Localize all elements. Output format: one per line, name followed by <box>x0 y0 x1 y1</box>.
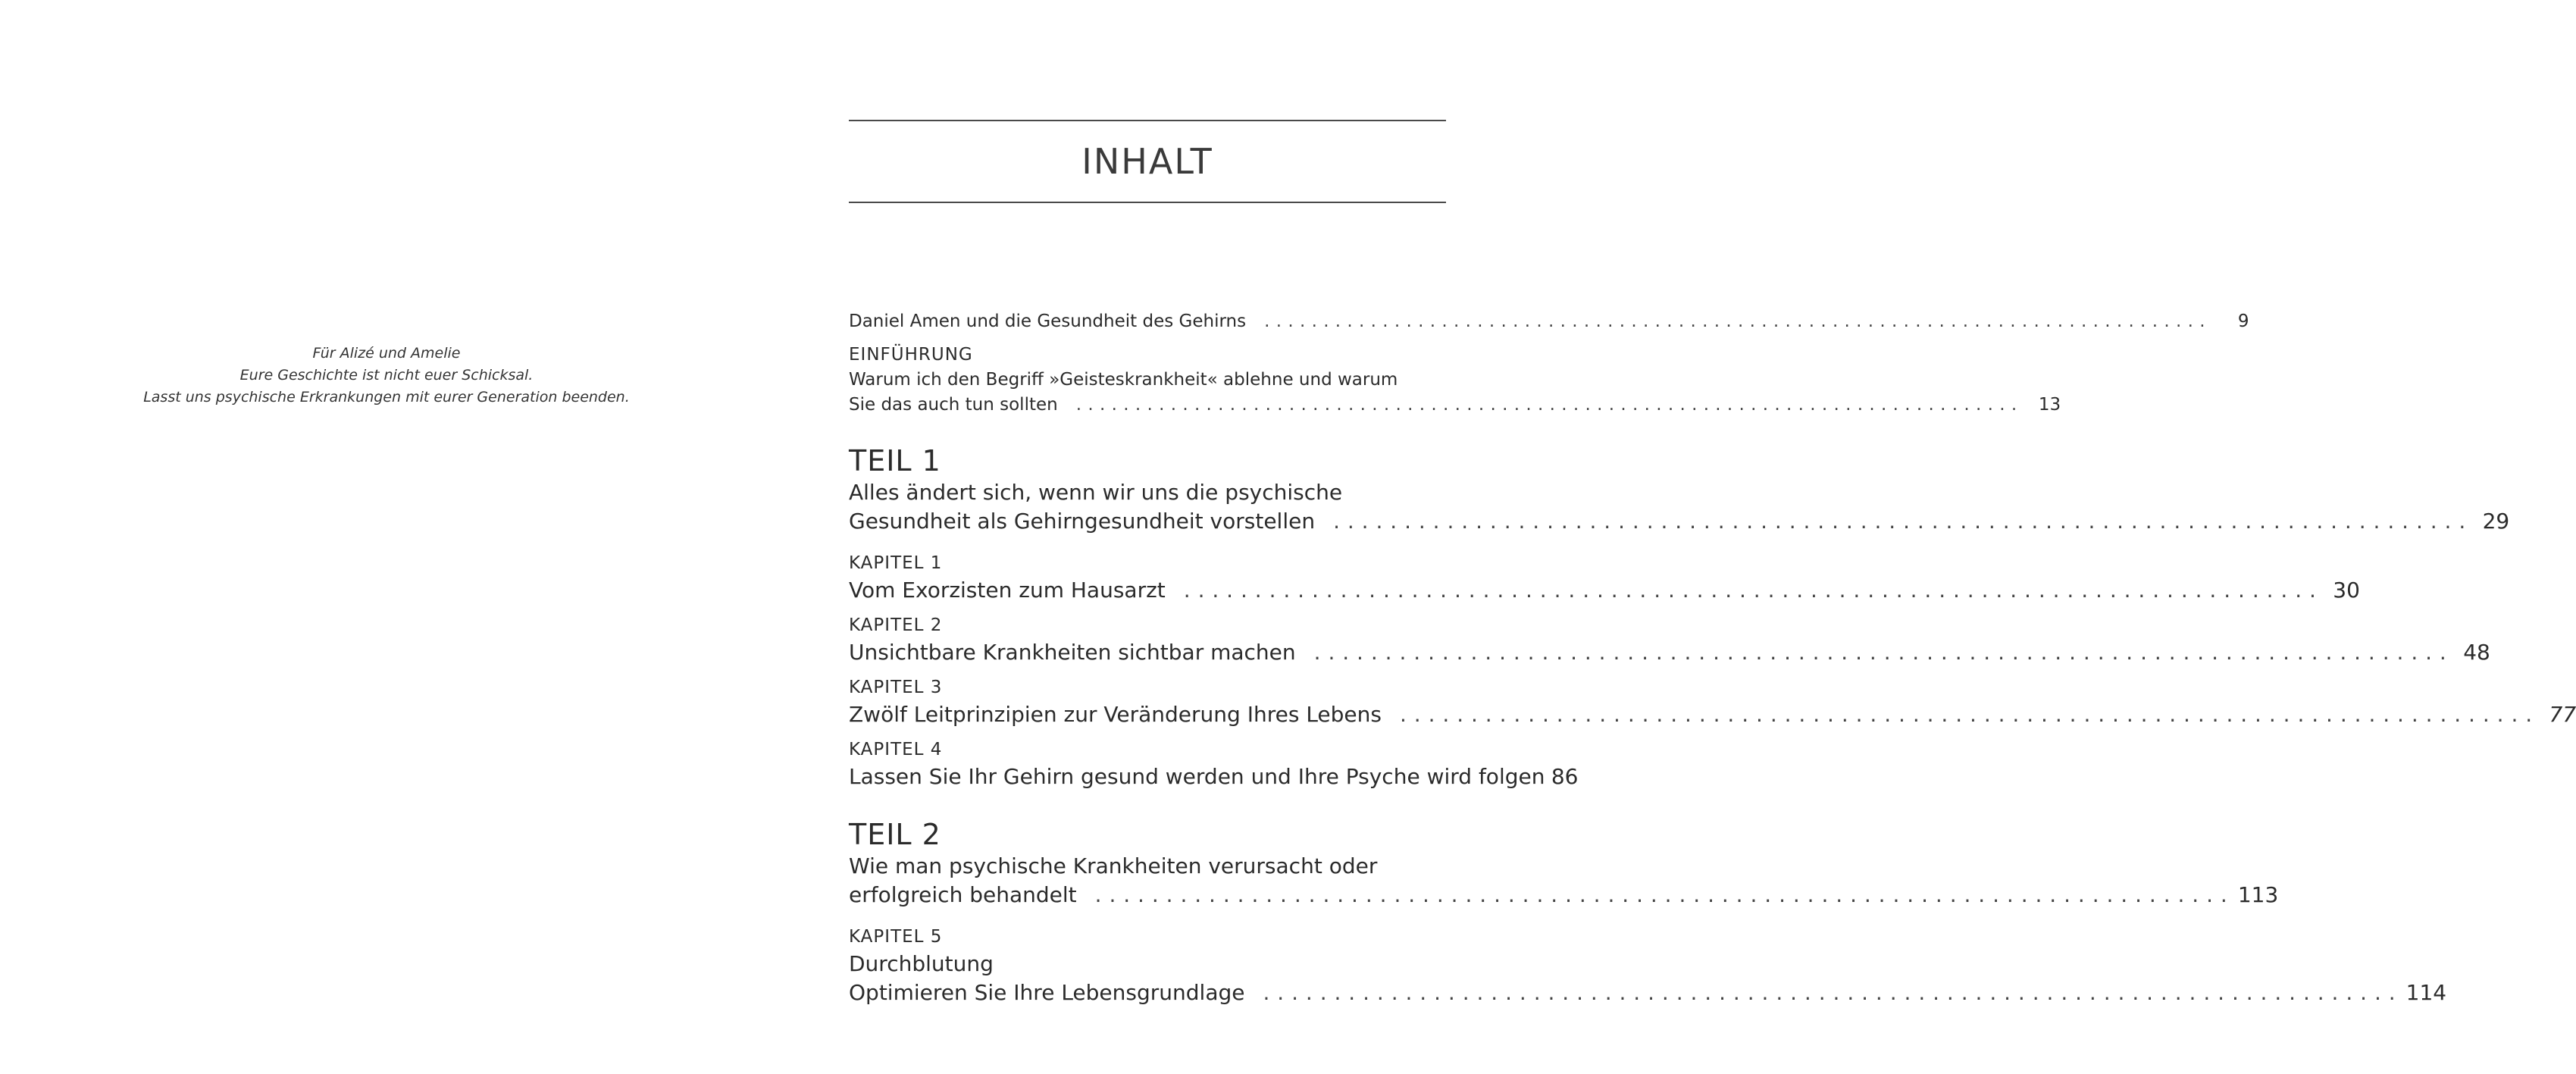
chapter-title: Unsichtbare Krankheiten sichtbar machen <box>849 640 1296 665</box>
part-title-line2: erfolgreich behandelt <box>849 882 1077 907</box>
part-label: TEIL 1 <box>849 444 941 478</box>
chapter-subtitle: Durchblutung <box>849 951 994 976</box>
page-number: 13 <box>2038 395 2061 415</box>
entry-title: Daniel Amen und die Gesundheit des Gehirns <box>849 312 1247 331</box>
chapter-title: Zwölf Leitprinzipien zur Veränderung Ihres Lebens <box>849 702 1382 727</box>
part-label: TEIL 2 <box>849 818 941 851</box>
dedication-line: Für Alizé und Amelie <box>312 345 461 362</box>
page-number: 29 <box>2482 509 2510 534</box>
chapter-label: KAPITEL 1 <box>849 553 943 573</box>
page-number: 114 <box>2405 980 2447 1005</box>
chapter-label: KAPITEL 2 <box>849 615 943 635</box>
page-number: 9 <box>2237 312 2249 331</box>
entry-title-line1: Warum ich den Begriff »Geisteskrankheit« ablehne und warum <box>849 370 1398 390</box>
page-number: 77 <box>2549 702 2576 727</box>
toc-line <box>849 978 2447 1007</box>
toc-line <box>849 393 2061 418</box>
entry-title-line2: Sie das auch tun sollten <box>849 395 1058 415</box>
toc-line <box>849 762 1579 791</box>
toc-line <box>849 368 1446 393</box>
page-number: 113 <box>2237 882 2279 907</box>
toc-line <box>849 950 1446 978</box>
chapter-title: Optimieren Sie Ihre Lebensgrundlage <box>849 980 1245 1005</box>
leader-dots <box>1095 881 2227 910</box>
leader-dots <box>1314 638 2446 667</box>
dedication-line: Eure Geschichte ist nicht euer Schicksal. <box>239 367 534 384</box>
toc-entry-chapter-3[interactable] <box>849 675 2576 729</box>
toc-line <box>849 507 2510 536</box>
leader-dots <box>1184 576 2316 605</box>
part-title-line1: Alles ändert sich, wenn wir uns die psychische <box>849 480 1343 505</box>
toc-line <box>849 576 2360 605</box>
chapter-title: Lassen Sie Ihr Gehirn gesund werden und Ihre Psyche wird folgen <box>849 764 1545 789</box>
toc-entries <box>849 309 2576 1007</box>
table-of-contents <box>849 120 2576 1016</box>
page-number: 86 <box>1551 764 1579 789</box>
top-rule <box>849 120 1446 121</box>
part-heading[interactable] <box>849 817 2279 910</box>
toc-title: INHALT <box>1081 141 1213 182</box>
leader-dots <box>1263 978 2395 1007</box>
page-number: 48 <box>2463 640 2490 665</box>
chapter-label: KAPITEL 4 <box>849 740 943 759</box>
toc-part-1 <box>849 443 2576 791</box>
toc-line <box>849 309 2249 334</box>
part-title-line2: Gesundheit als Gehirngesundheit vorstellen <box>849 509 1316 534</box>
leader-dots <box>1333 507 2465 536</box>
chapter-title: Vom Exorzisten zum Hausarzt <box>849 578 1166 603</box>
toc-part-2 <box>849 817 2447 1007</box>
chapter-label: KAPITEL 3 <box>849 678 943 697</box>
dedication-line: Lasst uns psychische Erkrankungen mit eurer Generation beenden. <box>143 389 630 405</box>
leader-dots <box>1264 309 2205 334</box>
dedication <box>114 343 659 409</box>
chapter-label: KAPITEL 5 <box>849 927 943 947</box>
bottom-rule <box>849 202 1446 203</box>
toc-entry-introduction[interactable] <box>849 343 2061 418</box>
leader-dots <box>1400 700 2532 729</box>
toc-line <box>849 881 2279 910</box>
toc-entry-chapter-2[interactable] <box>849 613 2490 667</box>
toc-entry-foreword[interactable] <box>849 309 2249 334</box>
toc-entry-chapter-4[interactable] <box>849 737 1579 791</box>
toc-entry-chapter-5[interactable] <box>849 925 2447 1007</box>
part-title-line1: Wie man psychische Krankheiten verursacht oder <box>849 853 1378 878</box>
toc-line <box>849 638 2490 667</box>
toc-line <box>849 700 2576 729</box>
leader-dots <box>1076 393 2017 418</box>
section-label: EINFÜHRUNG <box>849 345 973 365</box>
toc-entry-chapter-1[interactable] <box>849 551 2360 605</box>
page-number: 30 <box>2333 578 2360 603</box>
part-heading[interactable] <box>849 443 2510 536</box>
